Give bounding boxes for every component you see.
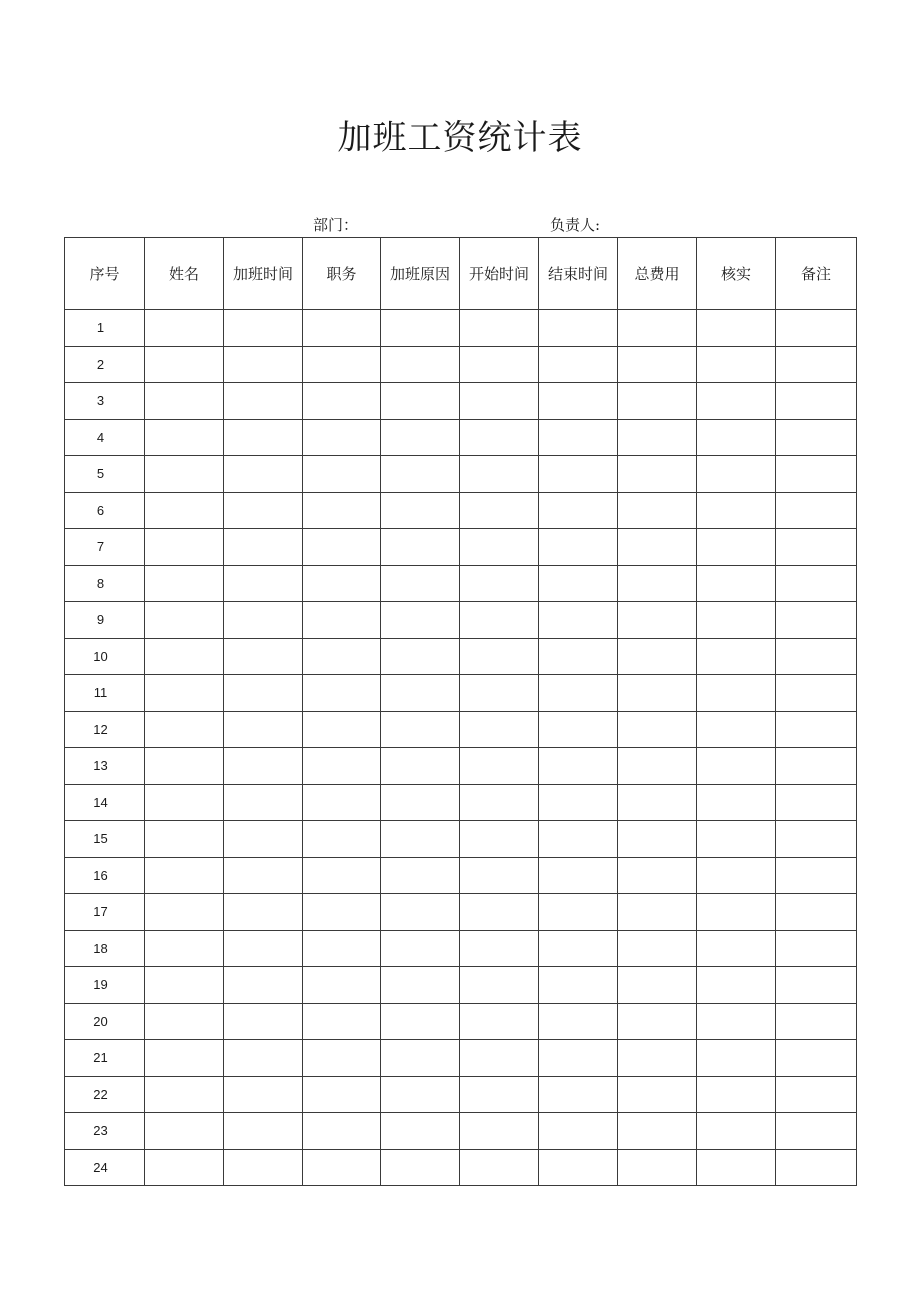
remarks-cell[interactable] xyxy=(776,1040,857,1077)
verify-cell[interactable] xyxy=(697,346,776,383)
overtime-duration-cell[interactable] xyxy=(224,821,303,858)
start-time-cell[interactable] xyxy=(460,529,539,566)
name-cell[interactable] xyxy=(145,1076,224,1113)
total-cost-cell[interactable] xyxy=(618,346,697,383)
reason-cell[interactable] xyxy=(381,456,460,493)
start-time-cell[interactable] xyxy=(460,456,539,493)
table-row xyxy=(65,383,857,420)
verify-cell[interactable] xyxy=(697,675,776,712)
verify-cell[interactable] xyxy=(697,1040,776,1077)
row-number: 13 xyxy=(65,748,145,785)
start-time-cell[interactable] xyxy=(460,383,539,420)
row-number: 19 xyxy=(65,967,145,1004)
reason-cell[interactable] xyxy=(381,967,460,1004)
verify-cell[interactable] xyxy=(697,894,776,931)
total-cost-cell[interactable] xyxy=(618,565,697,602)
end-time-cell[interactable] xyxy=(539,784,618,821)
header-position: 职务 xyxy=(303,238,381,310)
table-row xyxy=(65,784,857,821)
total-cost-cell[interactable] xyxy=(618,383,697,420)
reason-cell[interactable] xyxy=(381,1113,460,1150)
position-cell[interactable] xyxy=(303,602,381,639)
row-number: 5 xyxy=(65,456,145,493)
table-body xyxy=(65,310,857,1186)
total-cost-cell[interactable] xyxy=(618,784,697,821)
table-row xyxy=(65,748,857,785)
total-cost-cell[interactable] xyxy=(618,1113,697,1150)
remarks-cell[interactable] xyxy=(776,675,857,712)
name-cell[interactable] xyxy=(145,784,224,821)
table-row xyxy=(65,1003,857,1040)
overtime-duration-cell[interactable] xyxy=(224,419,303,456)
page-title: 加班工资统计表 xyxy=(337,118,583,158)
start-time-cell[interactable] xyxy=(460,1149,539,1186)
remarks-cell[interactable] xyxy=(776,1113,857,1150)
position-cell[interactable] xyxy=(303,492,381,529)
header-overtime-reason: 加班原因 xyxy=(381,238,460,310)
row-number: 9 xyxy=(65,602,145,639)
header-total-cost: 总费用 xyxy=(618,238,697,310)
start-time-cell[interactable] xyxy=(460,675,539,712)
end-time-cell[interactable] xyxy=(539,529,618,566)
name-cell[interactable] xyxy=(145,492,224,529)
table-row xyxy=(65,894,857,931)
remarks-cell[interactable] xyxy=(776,1076,857,1113)
position-cell[interactable] xyxy=(303,711,381,748)
row-number: 12 xyxy=(65,711,145,748)
remarks-cell[interactable] xyxy=(776,456,857,493)
start-time-cell[interactable] xyxy=(460,1113,539,1150)
start-time-cell[interactable] xyxy=(460,1040,539,1077)
start-time-cell[interactable] xyxy=(460,1003,539,1040)
verify-cell[interactable] xyxy=(697,310,776,347)
end-time-cell[interactable] xyxy=(539,346,618,383)
reason-cell[interactable] xyxy=(381,711,460,748)
position-cell[interactable] xyxy=(303,419,381,456)
end-time-cell[interactable] xyxy=(539,565,618,602)
header-verify: 核实 xyxy=(697,238,776,310)
total-cost-cell[interactable] xyxy=(618,1076,697,1113)
name-cell[interactable] xyxy=(145,456,224,493)
reason-cell[interactable] xyxy=(381,748,460,785)
name-cell[interactable] xyxy=(145,1040,224,1077)
end-time-cell[interactable] xyxy=(539,602,618,639)
verify-cell[interactable] xyxy=(697,638,776,675)
position-cell[interactable] xyxy=(303,967,381,1004)
end-time-cell[interactable] xyxy=(539,1003,618,1040)
verify-cell[interactable] xyxy=(697,1149,776,1186)
row-number: 4 xyxy=(65,419,145,456)
reason-cell[interactable] xyxy=(381,675,460,712)
table-row xyxy=(65,1076,857,1113)
end-time-cell[interactable] xyxy=(539,310,618,347)
reason-cell[interactable] xyxy=(381,894,460,931)
position-cell[interactable] xyxy=(303,821,381,858)
reason-cell[interactable] xyxy=(381,930,460,967)
overtime-duration-cell[interactable] xyxy=(224,565,303,602)
table-row xyxy=(65,1040,857,1077)
overtime-duration-cell[interactable] xyxy=(224,748,303,785)
verify-cell[interactable] xyxy=(697,857,776,894)
position-cell[interactable] xyxy=(303,930,381,967)
overtime-duration-cell[interactable] xyxy=(224,711,303,748)
row-number: 1 xyxy=(65,310,145,347)
start-time-cell[interactable] xyxy=(460,857,539,894)
total-cost-cell[interactable] xyxy=(618,602,697,639)
remarks-cell[interactable] xyxy=(776,492,857,529)
row-number: 21 xyxy=(65,1040,145,1077)
name-cell[interactable] xyxy=(145,930,224,967)
row-number: 18 xyxy=(65,930,145,967)
total-cost-cell[interactable] xyxy=(618,456,697,493)
reason-cell[interactable] xyxy=(381,1149,460,1186)
reason-cell[interactable] xyxy=(381,529,460,566)
overtime-table xyxy=(64,237,857,1186)
verify-cell[interactable] xyxy=(697,930,776,967)
total-cost-cell[interactable] xyxy=(618,748,697,785)
name-cell[interactable] xyxy=(145,894,224,931)
row-number: 7 xyxy=(65,529,145,566)
position-cell[interactable] xyxy=(303,675,381,712)
overtime-duration-cell[interactable] xyxy=(224,1113,303,1150)
start-time-cell[interactable] xyxy=(460,1076,539,1113)
name-cell[interactable] xyxy=(145,346,224,383)
row-number: 2 xyxy=(65,346,145,383)
start-time-cell[interactable] xyxy=(460,748,539,785)
table-row xyxy=(65,456,857,493)
start-time-cell[interactable] xyxy=(460,346,539,383)
position-cell[interactable] xyxy=(303,1040,381,1077)
total-cost-cell[interactable] xyxy=(618,821,697,858)
overtime-duration-cell[interactable] xyxy=(224,456,303,493)
remarks-cell[interactable] xyxy=(776,967,857,1004)
reason-cell[interactable] xyxy=(381,821,460,858)
verify-cell[interactable] xyxy=(697,1076,776,1113)
position-cell[interactable] xyxy=(303,456,381,493)
position-cell[interactable] xyxy=(303,1076,381,1113)
remarks-cell[interactable] xyxy=(776,638,857,675)
remarks-cell[interactable] xyxy=(776,1003,857,1040)
total-cost-cell[interactable] xyxy=(618,711,697,748)
row-number: 24 xyxy=(65,1149,145,1186)
name-cell[interactable] xyxy=(145,419,224,456)
reason-cell[interactable] xyxy=(381,1040,460,1077)
position-cell[interactable] xyxy=(303,748,381,785)
header-remarks: 备注 xyxy=(776,238,857,310)
verify-cell[interactable] xyxy=(697,821,776,858)
overtime-duration-cell[interactable] xyxy=(224,383,303,420)
end-time-cell[interactable] xyxy=(539,492,618,529)
overtime-duration-cell[interactable] xyxy=(224,967,303,1004)
row-number: 23 xyxy=(65,1113,145,1150)
header-end-time: 结束时间 xyxy=(539,238,618,310)
remarks-cell[interactable] xyxy=(776,565,857,602)
owner-label: 负责人: xyxy=(550,216,601,234)
start-time-cell[interactable] xyxy=(460,930,539,967)
end-time-cell[interactable] xyxy=(539,1113,618,1150)
total-cost-cell[interactable] xyxy=(618,492,697,529)
reason-cell[interactable] xyxy=(381,1076,460,1113)
end-time-cell[interactable] xyxy=(539,967,618,1004)
end-time-cell[interactable] xyxy=(539,419,618,456)
name-cell[interactable] xyxy=(145,748,224,785)
name-cell[interactable] xyxy=(145,310,224,347)
end-time-cell[interactable] xyxy=(539,894,618,931)
start-time-cell[interactable] xyxy=(460,894,539,931)
start-time-cell[interactable] xyxy=(460,784,539,821)
start-time-cell[interactable] xyxy=(460,967,539,1004)
verify-cell[interactable] xyxy=(697,383,776,420)
remarks-cell[interactable] xyxy=(776,821,857,858)
overtime-duration-cell[interactable] xyxy=(224,310,303,347)
start-time-cell[interactable] xyxy=(460,821,539,858)
position-cell[interactable] xyxy=(303,1003,381,1040)
row-number: 6 xyxy=(65,492,145,529)
reason-cell[interactable] xyxy=(381,383,460,420)
total-cost-cell[interactable] xyxy=(618,967,697,1004)
name-cell[interactable] xyxy=(145,821,224,858)
total-cost-cell[interactable] xyxy=(618,1040,697,1077)
table-row xyxy=(65,602,857,639)
overtime-duration-cell[interactable] xyxy=(224,346,303,383)
remarks-cell[interactable] xyxy=(776,602,857,639)
total-cost-cell[interactable] xyxy=(618,419,697,456)
verify-cell[interactable] xyxy=(697,711,776,748)
end-time-cell[interactable] xyxy=(539,821,618,858)
row-number: 14 xyxy=(65,784,145,821)
name-cell[interactable] xyxy=(145,967,224,1004)
table-row xyxy=(65,346,857,383)
start-time-cell[interactable] xyxy=(460,310,539,347)
name-cell[interactable] xyxy=(145,857,224,894)
table-row xyxy=(65,857,857,894)
remarks-cell[interactable] xyxy=(776,529,857,566)
reason-cell[interactable] xyxy=(381,565,460,602)
name-cell[interactable] xyxy=(145,711,224,748)
name-cell[interactable] xyxy=(145,1149,224,1186)
position-cell[interactable] xyxy=(303,1149,381,1186)
name-cell[interactable] xyxy=(145,1113,224,1150)
remarks-cell[interactable] xyxy=(776,894,857,931)
total-cost-cell[interactable] xyxy=(618,1003,697,1040)
remarks-cell[interactable] xyxy=(776,930,857,967)
total-cost-cell[interactable] xyxy=(618,675,697,712)
total-cost-cell[interactable] xyxy=(618,310,697,347)
end-time-cell[interactable] xyxy=(539,1040,618,1077)
verify-cell[interactable] xyxy=(697,1113,776,1150)
position-cell[interactable] xyxy=(303,565,381,602)
row-number: 22 xyxy=(65,1076,145,1113)
end-time-cell[interactable] xyxy=(539,711,618,748)
table-row xyxy=(65,310,857,347)
name-cell[interactable] xyxy=(145,529,224,566)
row-number: 17 xyxy=(65,894,145,931)
end-time-cell[interactable] xyxy=(539,857,618,894)
verify-cell[interactable] xyxy=(697,967,776,1004)
end-time-cell[interactable] xyxy=(539,675,618,712)
remarks-cell[interactable] xyxy=(776,1149,857,1186)
overtime-duration-cell[interactable] xyxy=(224,492,303,529)
header-overtime-duration: 加班时间 xyxy=(224,238,303,310)
overtime-duration-cell[interactable] xyxy=(224,529,303,566)
reason-cell[interactable] xyxy=(381,1003,460,1040)
overtime-duration-cell[interactable] xyxy=(224,1040,303,1077)
total-cost-cell[interactable] xyxy=(618,857,697,894)
table-row xyxy=(65,967,857,1004)
overtime-duration-cell[interactable] xyxy=(224,857,303,894)
position-cell[interactable] xyxy=(303,346,381,383)
overtime-duration-cell[interactable] xyxy=(224,894,303,931)
start-time-cell[interactable] xyxy=(460,638,539,675)
table-row xyxy=(65,711,857,748)
remarks-cell[interactable] xyxy=(776,784,857,821)
end-time-cell[interactable] xyxy=(539,1149,618,1186)
position-cell[interactable] xyxy=(303,383,381,420)
reason-cell[interactable] xyxy=(381,346,460,383)
name-cell[interactable] xyxy=(145,565,224,602)
department-label: 部门： xyxy=(313,216,359,234)
table-row xyxy=(65,675,857,712)
overtime-duration-cell[interactable] xyxy=(224,930,303,967)
table-row xyxy=(65,565,857,602)
end-time-cell[interactable] xyxy=(539,930,618,967)
header-start-time: 开始时间 xyxy=(460,238,539,310)
total-cost-cell[interactable] xyxy=(618,930,697,967)
position-cell[interactable] xyxy=(303,857,381,894)
header-name: 姓名 xyxy=(145,238,224,310)
verify-cell[interactable] xyxy=(697,456,776,493)
overtime-duration-cell[interactable] xyxy=(224,784,303,821)
row-number: 15 xyxy=(65,821,145,858)
overtime-duration-cell[interactable] xyxy=(224,675,303,712)
end-time-cell[interactable] xyxy=(539,383,618,420)
reason-cell[interactable] xyxy=(381,419,460,456)
verify-cell[interactable] xyxy=(697,529,776,566)
total-cost-cell[interactable] xyxy=(618,638,697,675)
table-row xyxy=(65,821,857,858)
position-cell[interactable] xyxy=(303,894,381,931)
name-cell[interactable] xyxy=(145,1003,224,1040)
end-time-cell[interactable] xyxy=(539,638,618,675)
remarks-cell[interactable] xyxy=(776,711,857,748)
end-time-cell[interactable] xyxy=(539,1076,618,1113)
reason-cell[interactable] xyxy=(381,602,460,639)
start-time-cell[interactable] xyxy=(460,602,539,639)
verify-cell[interactable] xyxy=(697,565,776,602)
row-number: 3 xyxy=(65,383,145,420)
reason-cell[interactable] xyxy=(381,784,460,821)
overtime-duration-cell[interactable] xyxy=(224,1003,303,1040)
row-number: 10 xyxy=(65,638,145,675)
verify-cell[interactable] xyxy=(697,602,776,639)
verify-cell[interactable] xyxy=(697,784,776,821)
overtime-duration-cell[interactable] xyxy=(224,638,303,675)
remarks-cell[interactable] xyxy=(776,383,857,420)
table-row xyxy=(65,930,857,967)
verify-cell[interactable] xyxy=(697,748,776,785)
remarks-cell[interactable] xyxy=(776,346,857,383)
name-cell[interactable] xyxy=(145,675,224,712)
row-number: 11 xyxy=(65,675,145,712)
total-cost-cell[interactable] xyxy=(618,1149,697,1186)
end-time-cell[interactable] xyxy=(539,456,618,493)
reason-cell[interactable] xyxy=(381,492,460,529)
name-cell[interactable] xyxy=(145,383,224,420)
position-cell[interactable] xyxy=(303,310,381,347)
total-cost-cell[interactable] xyxy=(618,894,697,931)
row-number: 20 xyxy=(65,1003,145,1040)
overtime-duration-cell[interactable] xyxy=(224,602,303,639)
name-cell[interactable] xyxy=(145,638,224,675)
table-row xyxy=(65,492,857,529)
header-seq: 序号 xyxy=(65,238,145,310)
position-cell[interactable] xyxy=(303,784,381,821)
name-cell[interactable] xyxy=(145,602,224,639)
reason-cell[interactable] xyxy=(381,638,460,675)
table-row xyxy=(65,1113,857,1150)
remarks-cell[interactable] xyxy=(776,419,857,456)
overtime-duration-cell[interactable] xyxy=(224,1076,303,1113)
end-time-cell[interactable] xyxy=(539,748,618,785)
verify-cell[interactable] xyxy=(697,419,776,456)
reason-cell[interactable] xyxy=(381,310,460,347)
start-time-cell[interactable] xyxy=(460,565,539,602)
table-row xyxy=(65,529,857,566)
remarks-cell[interactable] xyxy=(776,310,857,347)
overtime-duration-cell[interactable] xyxy=(224,1149,303,1186)
header-row xyxy=(65,238,857,310)
position-cell[interactable] xyxy=(303,1113,381,1150)
verify-cell[interactable] xyxy=(697,1003,776,1040)
verify-cell[interactable] xyxy=(697,492,776,529)
remarks-cell[interactable] xyxy=(776,857,857,894)
table-row xyxy=(65,638,857,675)
table-row xyxy=(65,419,857,456)
start-time-cell[interactable] xyxy=(460,711,539,748)
position-cell[interactable] xyxy=(303,529,381,566)
start-time-cell[interactable] xyxy=(460,492,539,529)
position-cell[interactable] xyxy=(303,638,381,675)
total-cost-cell[interactable] xyxy=(618,529,697,566)
row-number: 16 xyxy=(65,857,145,894)
reason-cell[interactable] xyxy=(381,857,460,894)
row-number: 8 xyxy=(65,565,145,602)
start-time-cell[interactable] xyxy=(460,419,539,456)
remarks-cell[interactable] xyxy=(776,748,857,785)
table-row xyxy=(65,1149,857,1186)
